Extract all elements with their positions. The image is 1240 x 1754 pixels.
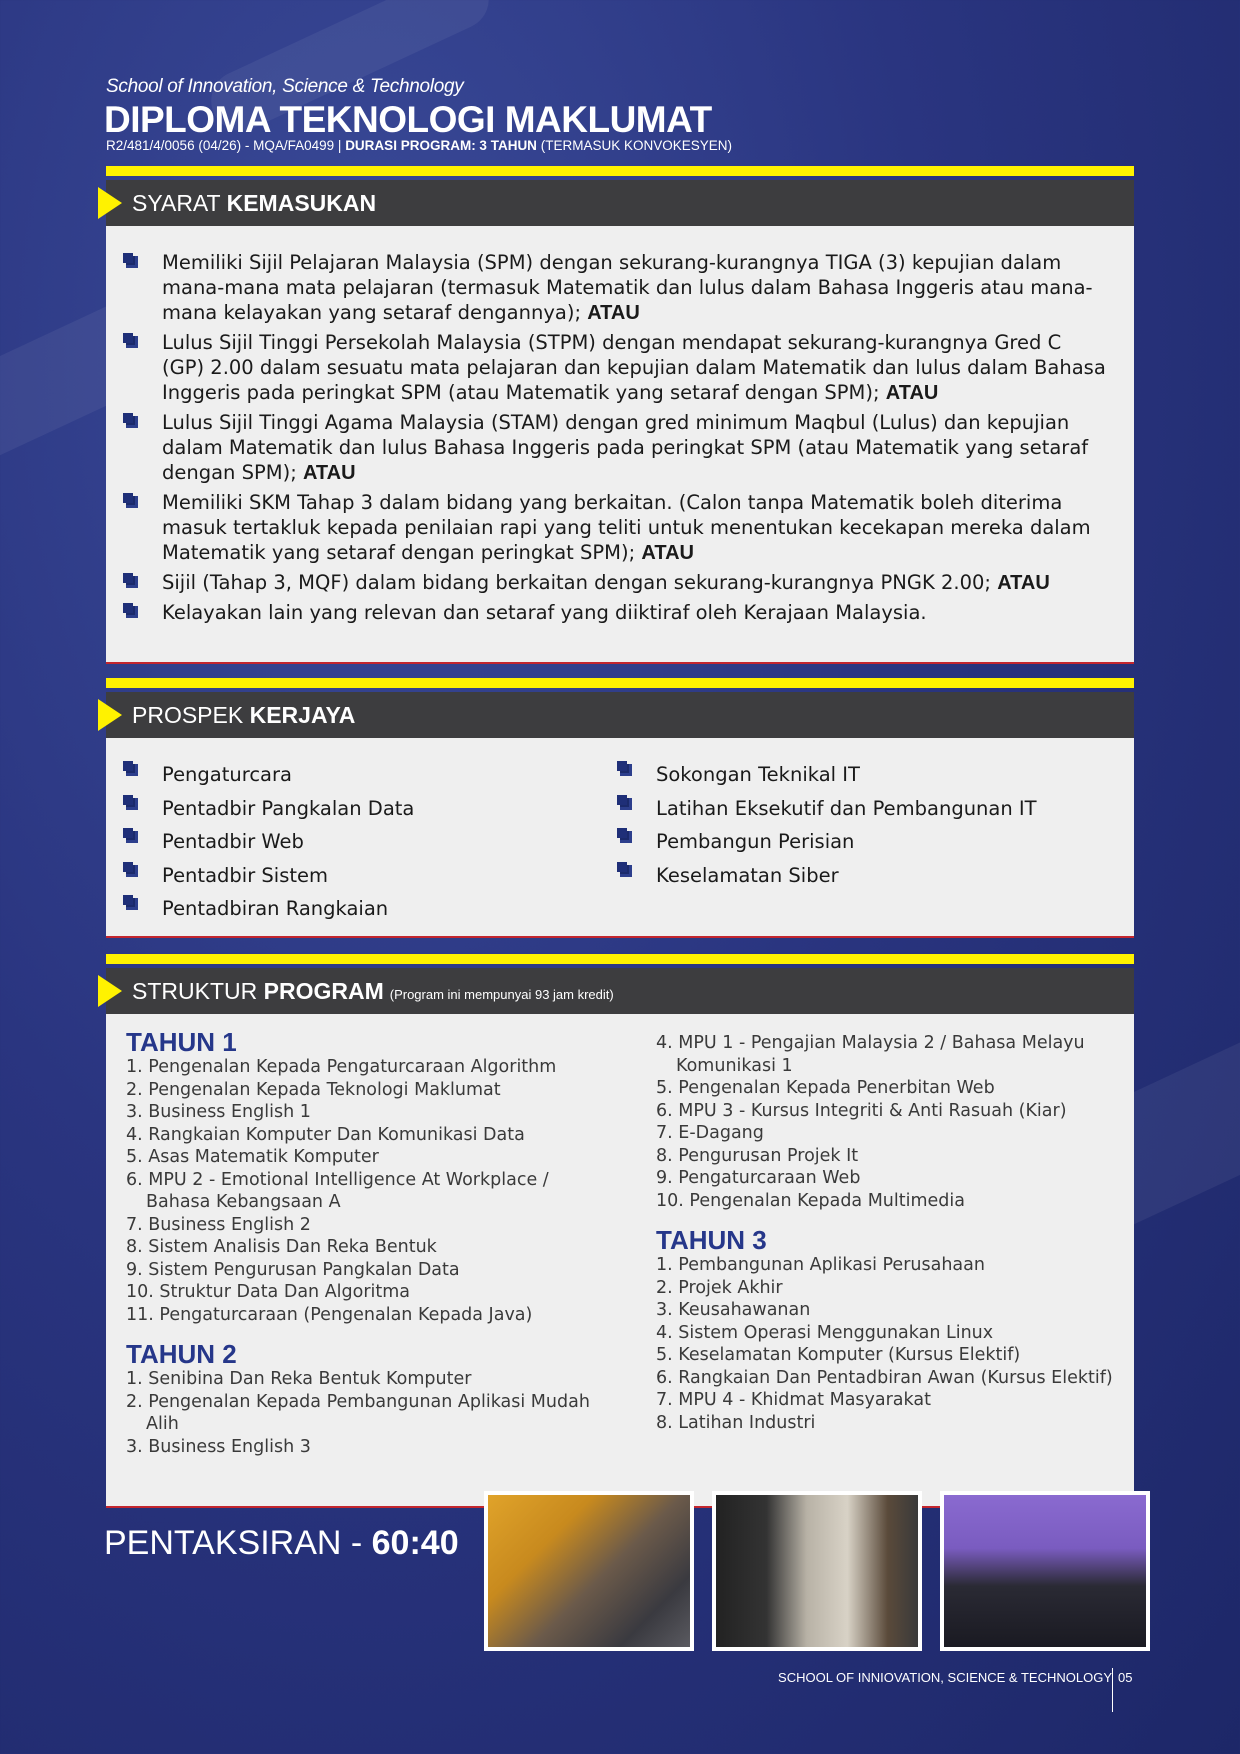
square-bullet-icon [126, 898, 138, 910]
requirement-item [126, 600, 1108, 625]
requirement-item [126, 410, 1108, 486]
course-item: 4. MPU 1 - Pengajian Malaysia 2 / Bahasa Melayu Komunikasi 1 [656, 1033, 1085, 1076]
divider-bar [106, 166, 1134, 176]
program-code: R2/481/4/0056 (04/26) - MQA/FA0499 [106, 138, 335, 153]
career-item [620, 825, 1037, 859]
triangle-icon [98, 975, 122, 1007]
course-item: 5. Pengenalan Kepada Penerbitan Web [656, 1078, 995, 1098]
requirement-suffix: ATAU [885, 382, 939, 404]
career-list-left [126, 758, 414, 926]
entry-requirements-panel [106, 226, 1134, 664]
photo-students-lab [940, 1491, 1150, 1651]
school-name: School of Innovation, Science & Technology [106, 76, 464, 97]
triangle-icon [98, 187, 122, 219]
requirement-text: Memiliki SKM Tahap 3 dalam bidang yang berkaitan. (Calon tanpa Matematik boleh diterima masuk tertakluk kepada penilaian rapi yang teliti untuk menentukan kecekapan mereka dalam Matematik yang setaraf dengan peringkat SPM); [162, 491, 1091, 564]
square-bullet-icon [620, 865, 632, 877]
footer-school: SCHOOL OF INNIOVATION, SCIENCE & TECHNOLOGY [778, 1670, 1112, 1685]
course-item: 8. Sistem Analisis Dan Reka Bentuk [126, 1237, 437, 1257]
career-item [126, 892, 414, 926]
career-label: Pentadbir Pangkalan Data [162, 796, 415, 820]
assessment-ratio: PENTAKSIRAN - 60:40 [104, 1524, 459, 1562]
square-bullet-icon [126, 496, 138, 508]
course-item: 9. Sistem Pengurusan Pangkalan Data [126, 1259, 460, 1280]
footer-divider [1112, 1668, 1113, 1712]
square-bullet-icon [126, 416, 138, 428]
course-item: 5. Asas Matematik Komputer [126, 1147, 379, 1167]
course-item: 2. Pengenalan Kepada Pembangunan Aplikasi Mudah Alih [126, 1391, 590, 1434]
career-label: Sokongan Teknikal IT [656, 763, 860, 786]
course-item: 6. Rangkaian Dan Pentadbiran Awan (Kursus Elektif) [656, 1367, 1113, 1388]
divider-bar [106, 678, 1134, 688]
square-bullet-icon [126, 256, 138, 268]
career-label: Pembangun Perisian [656, 830, 855, 853]
structure-column-right [656, 1032, 1126, 1434]
year-1-courses [126, 1056, 606, 1326]
square-bullet-icon [126, 865, 138, 877]
square-bullet-icon [620, 764, 632, 776]
program-structure-header: STRUKTUR PROGRAM (Program ini mempunyai 93 jam kredit) [106, 968, 1134, 1014]
requirements-list [126, 250, 1108, 629]
course-item: 2. Projek Akhir [656, 1277, 783, 1298]
square-bullet-icon [126, 798, 138, 810]
course-item: 7. MPU 4 - Khidmat Masyarakat [656, 1390, 931, 1410]
requirement-suffix: ATAU [641, 542, 694, 564]
requirement-suffix: ATAU [997, 572, 1050, 594]
course-item: 9. Pengaturcaraan Web [656, 1168, 861, 1188]
program-title: DIPLOMA TEKNOLOGI MAKLUMAT [104, 99, 712, 140]
course-item: 3. Business English 3 [126, 1436, 311, 1457]
career-label: Pentadbir Sistem [162, 863, 328, 887]
year-2-courses-continued [656, 1032, 1126, 1212]
course-item: 8. Pengurusan Projek It [656, 1145, 859, 1166]
career-label: Keselamatan Siber [656, 863, 839, 887]
course-item: 3. Business English 1 [126, 1102, 311, 1122]
requirement-text: Lulus Sijil Tinggi Agama Malaysia (STAM) dengan gred minimum Maqbul (Lulus) dan kepujian dalam Matematik dan lulus Bahasa Inggeris pada peringkat SPM (atau Matematik yang setaraf dengan SPM); [162, 411, 1089, 484]
course-item: 1. Pengenalan Kepada Pengaturcaraan Algorithm [126, 1057, 557, 1077]
career-label: Pentadbiran Rangkaian [162, 897, 389, 920]
requirement-item [126, 250, 1108, 326]
career-prospects-panel [106, 738, 1134, 938]
course-item: 10. Struktur Data Dan Algoritma [126, 1282, 411, 1302]
career-label: Pentadbir Web [162, 830, 304, 853]
course-item: 6. MPU 3 - Kursus Integriti & Anti Rasuah (Kiar) [656, 1100, 1067, 1121]
course-item: 2. Pengenalan Kepada Teknologi Maklumat [126, 1079, 501, 1100]
square-bullet-icon [620, 831, 632, 843]
square-bullet-icon [126, 336, 138, 348]
square-bullet-icon [126, 606, 138, 618]
requirement-text: Sijil (Tahap 3, MQF) dalam bidang berkaitan dengan sekurang-kurangnya PNGK 2.00; [162, 571, 991, 594]
separator: | [337, 138, 342, 153]
course-item: 11. Pengaturcaraan (Pengenalan Kepada Java) [126, 1304, 533, 1325]
career-item [620, 758, 1037, 792]
career-item [126, 825, 414, 859]
course-item: 4. Sistem Operasi Menggunakan Linux [656, 1322, 994, 1343]
requirement-suffix: ATAU [587, 302, 640, 324]
course-item: 1. Senibina Dan Reka Bentuk Komputer [126, 1369, 472, 1389]
requirement-text: Lulus Sijil Tinggi Persekolah Malaysia (STPM) dengan mendapat sekurang-kurangnya Gred C (GP) 2.00 dalam sesuatu mata pelajaran dan kepujian dalam Matematik dan lulus dalam Bahasa Inggeris pada peringkat SPM (atau Matematik yang setaraf dengan SPM); [162, 331, 1106, 404]
career-item [126, 758, 414, 792]
duration-label: DURASI PROGRAM: 3 TAHUN [345, 138, 537, 153]
career-item [126, 792, 414, 826]
year-2-courses [126, 1368, 606, 1458]
career-label: Pengaturcara [162, 763, 292, 786]
photo-computer-lab [484, 1491, 694, 1651]
square-bullet-icon [620, 798, 632, 810]
career-item [126, 859, 414, 893]
year-2-title: TAHUN 2 [126, 1339, 237, 1369]
triangle-icon [98, 699, 122, 731]
course-item: 1. Pembangunan Aplikasi Perusahaan [656, 1255, 985, 1275]
photo-network-rack [712, 1491, 922, 1651]
career-item [620, 792, 1037, 826]
requirement-text: Kelayakan lain yang relevan dan setaraf yang diiktiraf oleh Kerajaan Malaysia. [162, 601, 927, 624]
course-item: 10. Pengenalan Kepada Multimedia [656, 1190, 965, 1211]
requirement-item [126, 570, 1108, 596]
course-item: 4. Rangkaian Komputer Dan Komunikasi Data [126, 1124, 525, 1145]
entry-requirements-header: SYARAT KEMASUKAN [106, 180, 1134, 226]
square-bullet-icon [126, 764, 138, 776]
year-3-courses [656, 1254, 1126, 1434]
course-item: 5. Keselamatan Komputer (Kursus Elektif) [656, 1345, 1021, 1365]
career-item [620, 859, 1037, 893]
course-item: 8. Latihan Industri [656, 1412, 816, 1433]
program-structure-panel [106, 1014, 1134, 1508]
year-1-title: TAHUN 1 [126, 1027, 237, 1057]
credit-note: (Program ini mempunyai 93 jam kredit) [389, 987, 614, 1002]
square-bullet-icon [126, 576, 138, 588]
year-3-title: TAHUN 3 [656, 1225, 767, 1255]
divider-bar [106, 954, 1134, 964]
page-number: 05 [1118, 1670, 1133, 1685]
career-label: Latihan Eksekutif dan Pembangunan IT [656, 796, 1037, 820]
square-bullet-icon [126, 831, 138, 843]
course-item: 7. Business English 2 [126, 1214, 311, 1235]
course-item: 7. E-Dagang [656, 1123, 764, 1143]
requirement-suffix: ATAU [302, 462, 356, 484]
duration-note: (TERMASUK KONVOKESYEN) [540, 138, 732, 153]
requirement-text: Memiliki Sijil Pelajaran Malaysia (SPM) dengan sekurang-kurangnya TIGA (3) kepujian dalam mana-mana mata pelajaran (termasuk Matematik dan lulus dalam Bahasa Inggeris atau mana-mana kelayakan yang setaraf dengannya); [162, 251, 1093, 324]
requirement-item [126, 490, 1108, 566]
career-prospects-header: PROSPEK KERJAYA [106, 692, 1134, 738]
course-item: 6. MPU 2 - Emotional Intelligence At Workplace / Bahasa Kebangsaan A [126, 1169, 549, 1212]
career-list-right [620, 758, 1037, 892]
requirement-item [126, 330, 1108, 406]
structure-column-left [126, 1028, 606, 1458]
course-item: 3. Keusahawanan [656, 1300, 811, 1320]
program-code-line [106, 138, 732, 153]
